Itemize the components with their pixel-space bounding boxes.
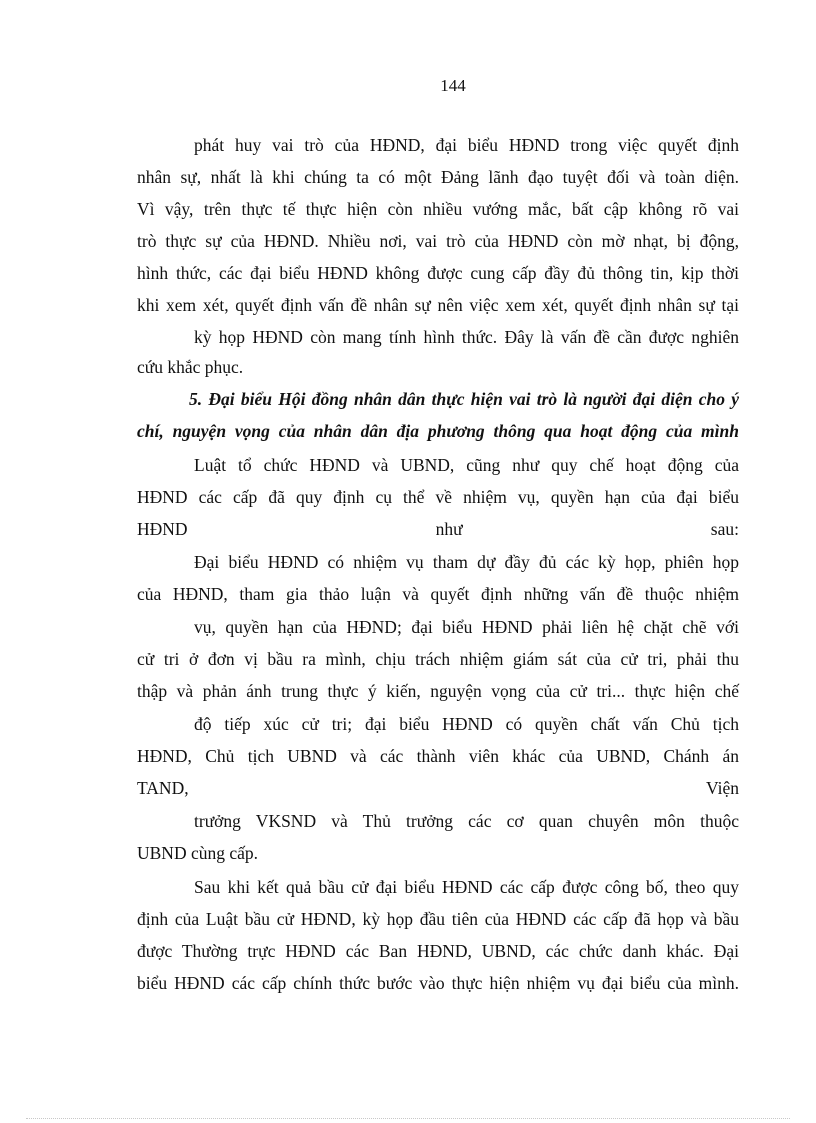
section-heading-line: 5. Đại biểu Hội đồng nhân dân thực hiện vai trò là người đại diện cho ý xyxy=(189,389,739,409)
text-line: TAND, Viện xyxy=(137,778,739,798)
text-line: khi xem xét, quyết định vấn đề nhân sự nên việc xem xét, quyết định nhân sự tại xyxy=(137,295,739,315)
text-line: trưởng VKSND và Thủ trưởng các cơ quan chuyên môn thuộc xyxy=(194,811,739,831)
text-line: trò thực sự của HĐND. Nhiều nơi, vai trò của HĐND còn mờ nhạt, bị động, xyxy=(137,231,739,251)
page-number: 144 xyxy=(440,76,466,95)
text-line: HĐND như sau: xyxy=(137,519,739,539)
text-line: Luật tổ chức HĐND và UBND, cũng như quy chế hoạt động của xyxy=(194,455,739,475)
text-line: độ tiếp xúc cử tri; đại biểu HĐND có quyền chất vấn Chủ tịch xyxy=(194,714,739,734)
text-line: Đại biểu HĐND có nhiệm vụ tham dự đầy đủ các kỳ họp, phiên họp xyxy=(194,552,739,572)
text-line: thập và phản ánh trung thực ý kiến, nguyện vọng của cử tri... thực hiện chế xyxy=(137,681,739,701)
text-line: phát huy vai trò của HĐND, đại biểu HĐND trong việc quyết định xyxy=(194,135,739,155)
text-line: cứu khắc phục. xyxy=(137,357,244,377)
text-line: được Thường trực HĐND các Ban HĐND, UBND, các chức danh khác. Đại xyxy=(137,941,739,961)
footer-dotted-rule xyxy=(26,1118,790,1119)
text-line: định của Luật bầu cử HĐND, kỳ họp đầu tiên của HĐND các cấp đã họp và bầu xyxy=(137,909,739,929)
text-line: cử tri ở đơn vị bầu ra mình, chịu trách nhiệm giám sát của cử tri, phải thu xyxy=(137,649,739,669)
text-line: Vì vậy, trên thực tế thực hiện còn nhiều vướng mắc, bất cập không rõ vai xyxy=(137,199,739,219)
text-line: vụ, quyền hạn của HĐND; đại biểu HĐND phải liên hệ chặt chẽ với xyxy=(194,617,739,637)
section-heading-line: chí, nguyện vọng của nhân dân địa phương thông qua hoạt động của mình xyxy=(137,421,739,441)
text-line: Sau khi kết quả bầu cử đại biểu HĐND các cấp được công bố, theo quy xyxy=(194,877,739,897)
text-line: biểu HĐND các cấp chính thức bước vào thực hiện nhiệm vụ đại biểu của mình. xyxy=(137,973,739,993)
text-line: nhân sự, nhất là khi chúng ta có một Đảng lãnh đạo tuyệt đối và toàn diện. xyxy=(137,167,739,187)
text-line: HĐND, Chủ tịch UBND và các thành viên khác của UBND, Chánh án xyxy=(137,746,739,766)
text-line: hình thức, các đại biểu HĐND không được cung cấp đầy đủ thông tin, kịp thời xyxy=(137,263,739,283)
text-line: kỳ họp HĐND còn mang tính hình thức. Đây là vấn đề cần được nghiên xyxy=(194,327,739,347)
text-line: HĐND các cấp đã quy định cụ thể về nhiệm vụ, quyền hạn của đại biểu xyxy=(137,487,739,507)
text-line: UBND cùng cấp. xyxy=(137,843,259,863)
text-line: của HĐND, tham gia thảo luận và quyết định những vấn đề thuộc nhiệm xyxy=(137,584,739,604)
